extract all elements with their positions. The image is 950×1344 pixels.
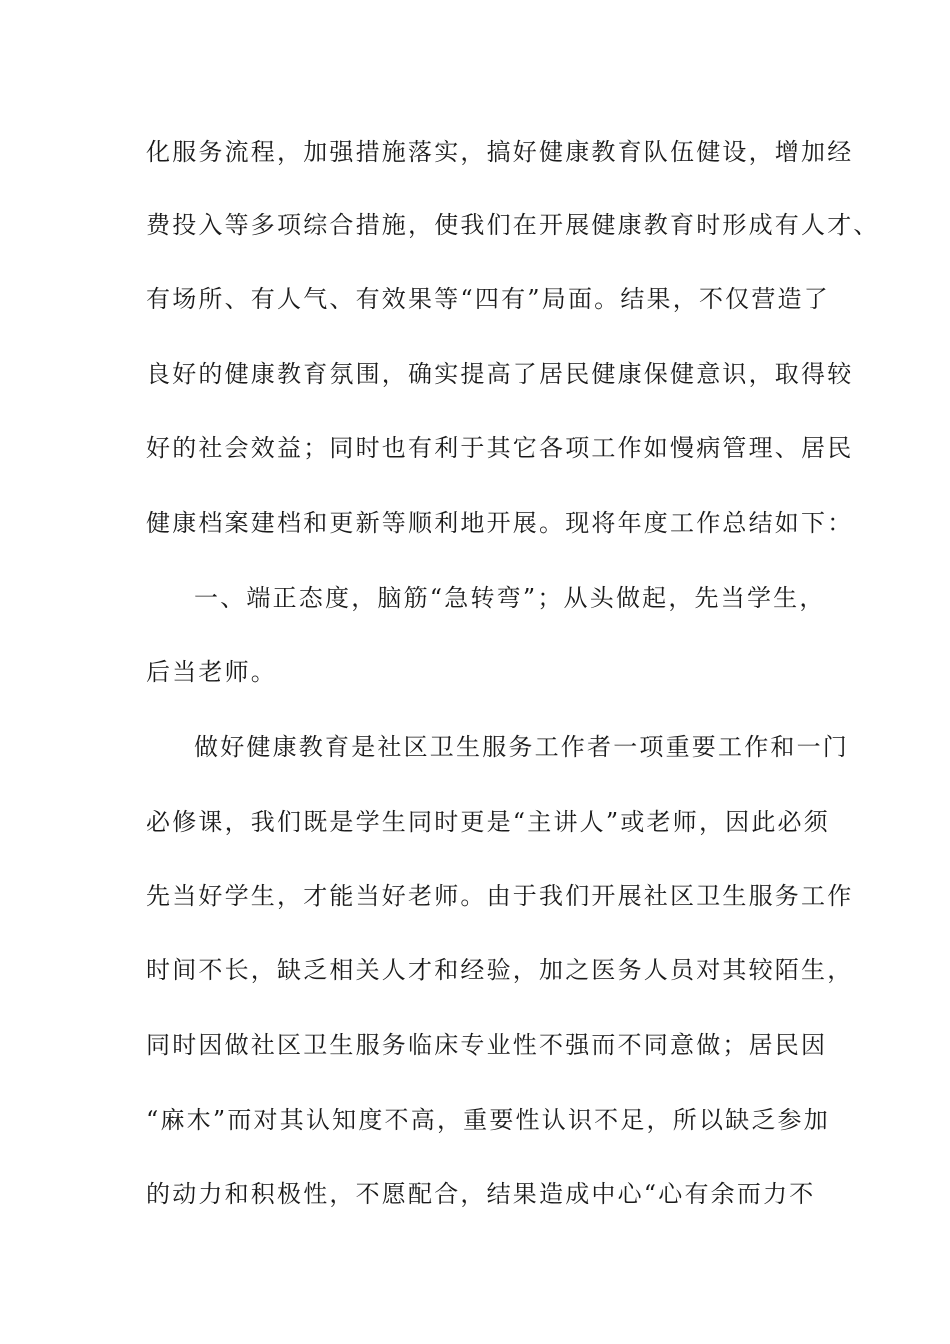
text-line: 化服务流程，加强措施落实，搞好健康教育队伍健设，增加经 [146,138,854,166]
section-heading-continuation: 后当老师。 [146,658,277,686]
text-line: 良好的健康教育氛围，确实提高了居民健康保健意识，取得较 [146,360,854,388]
text-line: 同时因做社区卫生服务临床专业性不强而不同意做；居民因 [146,1031,828,1059]
section-heading: 一、端正态度，脑筋“急转弯”；从头做起，先当学生， [194,584,826,612]
paragraph-start: 做好健康教育是社区卫生服务工作者一项重要工作和一门 [194,733,849,761]
text-line: 好的社会效益；同时也有利于其它各项工作如慢病管理、居民 [146,434,854,462]
text-line: “麻木”而对其认知度不高，重要性认识不足，所以缺乏参加 [146,1106,830,1134]
text-line: 必修课，我们既是学生同时更是“主讲人”或老师，因此必须 [146,808,830,836]
text-line: 有场所、有人气、有效果等“四有”局面。结果，不仅营造了 [146,285,830,313]
text-line: 费投入等多项综合措施，使我们在开展健康教育时形成有人才、 [146,211,880,239]
text-line: 的动力和积极性，不愿配合，结果造成中心“心有余而力不 [146,1180,816,1208]
text-line: 时间不长，缺乏相关人才和经验，加之医务人员对其较陌生， [146,956,854,984]
text-line: 健康档案建档和更新等顺利地开展。现将年度工作总结如下： [146,509,854,537]
text-line: 先当好学生，才能当好老师。由于我们开展社区卫生服务工作 [146,882,854,910]
